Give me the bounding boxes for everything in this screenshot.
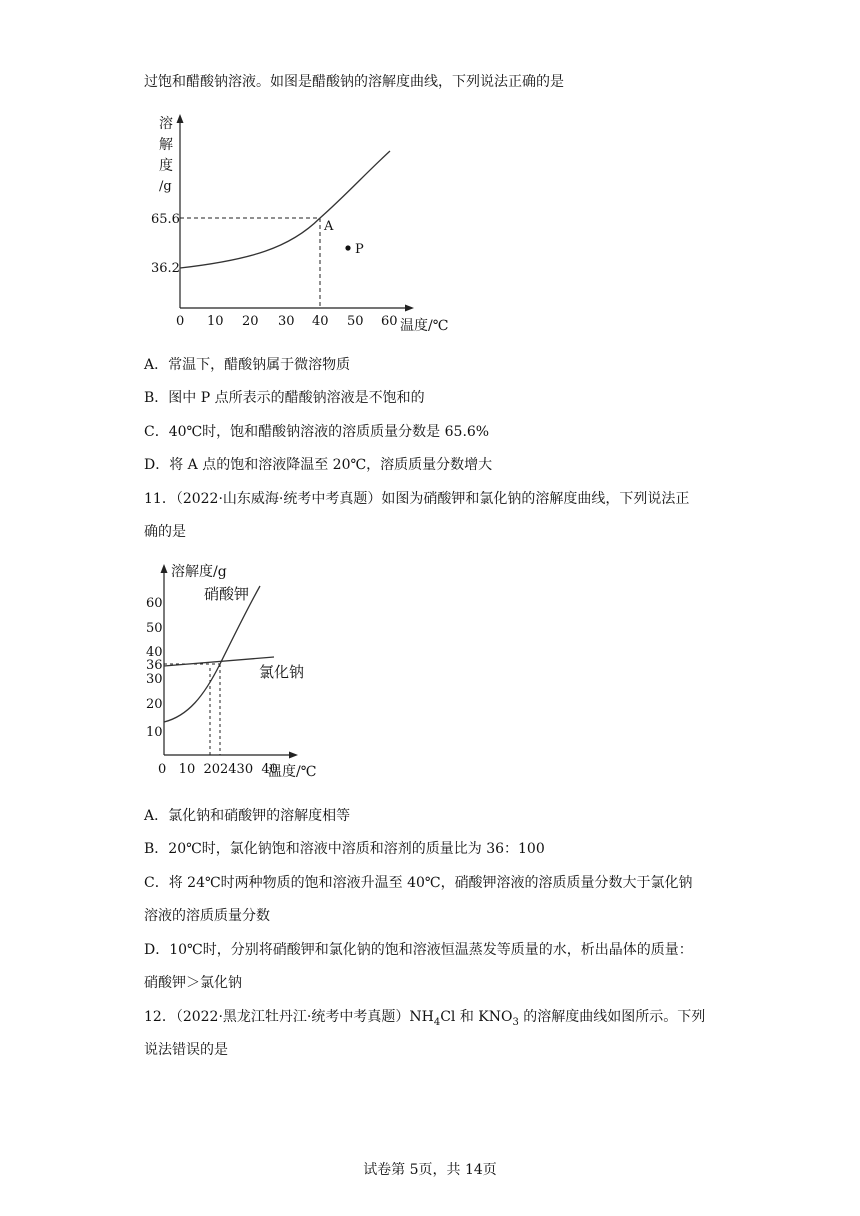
x-axis-arrow bbox=[289, 752, 298, 759]
x-axis-label: 温度/℃ bbox=[268, 764, 317, 780]
y-label-char: 度 bbox=[159, 158, 173, 174]
y-axis-arrow bbox=[161, 564, 168, 573]
point-p bbox=[345, 245, 350, 250]
option-a: A．常温下，醋酸钠属于微溶物质 bbox=[144, 357, 351, 373]
q12-subscript: 4 bbox=[433, 1016, 441, 1028]
y-label-char: 解 bbox=[159, 137, 173, 153]
acetate-solubility-chart bbox=[150, 108, 460, 338]
series-label-kno3: 硝酸钾 bbox=[204, 585, 250, 603]
text-line: 过饱和醋酸钠溶液。如图是醋酸钠的溶解度曲线，下列说法正确的是 bbox=[144, 74, 564, 90]
x-axis-label: 温度/℃ bbox=[400, 318, 449, 334]
x-tick-label: 40 bbox=[312, 314, 329, 329]
question-12-cont: 说法错误的是 bbox=[144, 1042, 228, 1058]
option-c: C．40℃时，饱和醋酸钠溶液的溶质质量分数是 65.6% bbox=[144, 424, 490, 440]
x-axis-arrow bbox=[405, 305, 414, 312]
point-a-label: A bbox=[324, 219, 334, 234]
x-tick-label: 50 bbox=[347, 314, 364, 329]
question-11-cont: 确的是 bbox=[144, 524, 186, 540]
q12-text: 12．（2022·黑龙江牡丹江·统考中考真题）NH bbox=[144, 1009, 434, 1025]
page-footer: 试卷第 5页，共 14页 bbox=[363, 1162, 497, 1178]
y-axis-arrow bbox=[177, 114, 184, 123]
option-b: B．20℃时，氯化钠饱和溶液中溶质和溶剂的质量比为 36：100 bbox=[144, 841, 545, 857]
y-label-char: 溶 bbox=[159, 116, 173, 132]
y-tick-label: 36.2 bbox=[151, 261, 180, 276]
option-d: D．将 A 点的饱和溶液降温至 20℃，溶质质量分数增大 bbox=[144, 457, 493, 473]
x-tick-label: 0 bbox=[176, 314, 185, 329]
y-tick-label: 30 bbox=[146, 672, 163, 687]
y-tick-label: 60 bbox=[146, 596, 163, 611]
x-tick-labels: 0 10 202430 40 bbox=[158, 762, 278, 777]
option-c-cont: 溶液的溶质质量分数 bbox=[144, 908, 270, 924]
y-label-char: /g bbox=[159, 179, 172, 194]
y-tick-label: 65.6 bbox=[151, 212, 180, 227]
y-tick-label: 40 bbox=[146, 645, 163, 660]
y-axis-label: 溶解度/g bbox=[171, 564, 227, 580]
q12-subscript: 3 bbox=[512, 1016, 519, 1028]
option-d-cont: 硝酸钾＞氯化钠 bbox=[144, 975, 242, 991]
question-11: 11．（2022·山东威海·统考中考真题）如图为硝酸钾和氯化钠的溶解度曲线，下列说法正 bbox=[144, 491, 690, 507]
option-a: A．氯化钠和硝酸钾的溶解度相等 bbox=[144, 808, 351, 824]
x-tick-label: 10 bbox=[207, 314, 224, 329]
y-tick-label: 10 bbox=[146, 725, 163, 740]
q12-text: Cl 和 KNO bbox=[440, 1009, 513, 1025]
x-tick-label: 30 bbox=[278, 314, 295, 329]
option-c: C．将 24℃时两种物质的饱和溶液升温至 40℃，硝酸钾溶液的溶质质量分数大于氯化钠 bbox=[144, 875, 693, 891]
point-p-label: P bbox=[355, 242, 364, 257]
series-label-nacl: 氯化钠 bbox=[259, 663, 305, 681]
y-tick-label: 36 bbox=[146, 658, 163, 673]
kno3-nacl-solubility-chart bbox=[140, 556, 330, 786]
q12-text: 的溶解度曲线如图所示。下列 bbox=[518, 1009, 706, 1025]
option-d: D．10℃时，分别将硝酸钾和氯化钠的饱和溶液恒温蒸发等质量的水，析出晶体的质量： bbox=[144, 942, 693, 958]
kno3-curve bbox=[164, 586, 260, 722]
question-12 bbox=[144, 1007, 705, 1033]
x-tick-label: 20 bbox=[242, 314, 259, 329]
y-tick-label: 50 bbox=[146, 621, 163, 636]
y-tick-label: 20 bbox=[146, 697, 163, 712]
x-tick-label: 60 bbox=[381, 314, 398, 329]
option-b: B．图中 P 点所表示的醋酸钠溶液是不饱和的 bbox=[144, 390, 425, 406]
